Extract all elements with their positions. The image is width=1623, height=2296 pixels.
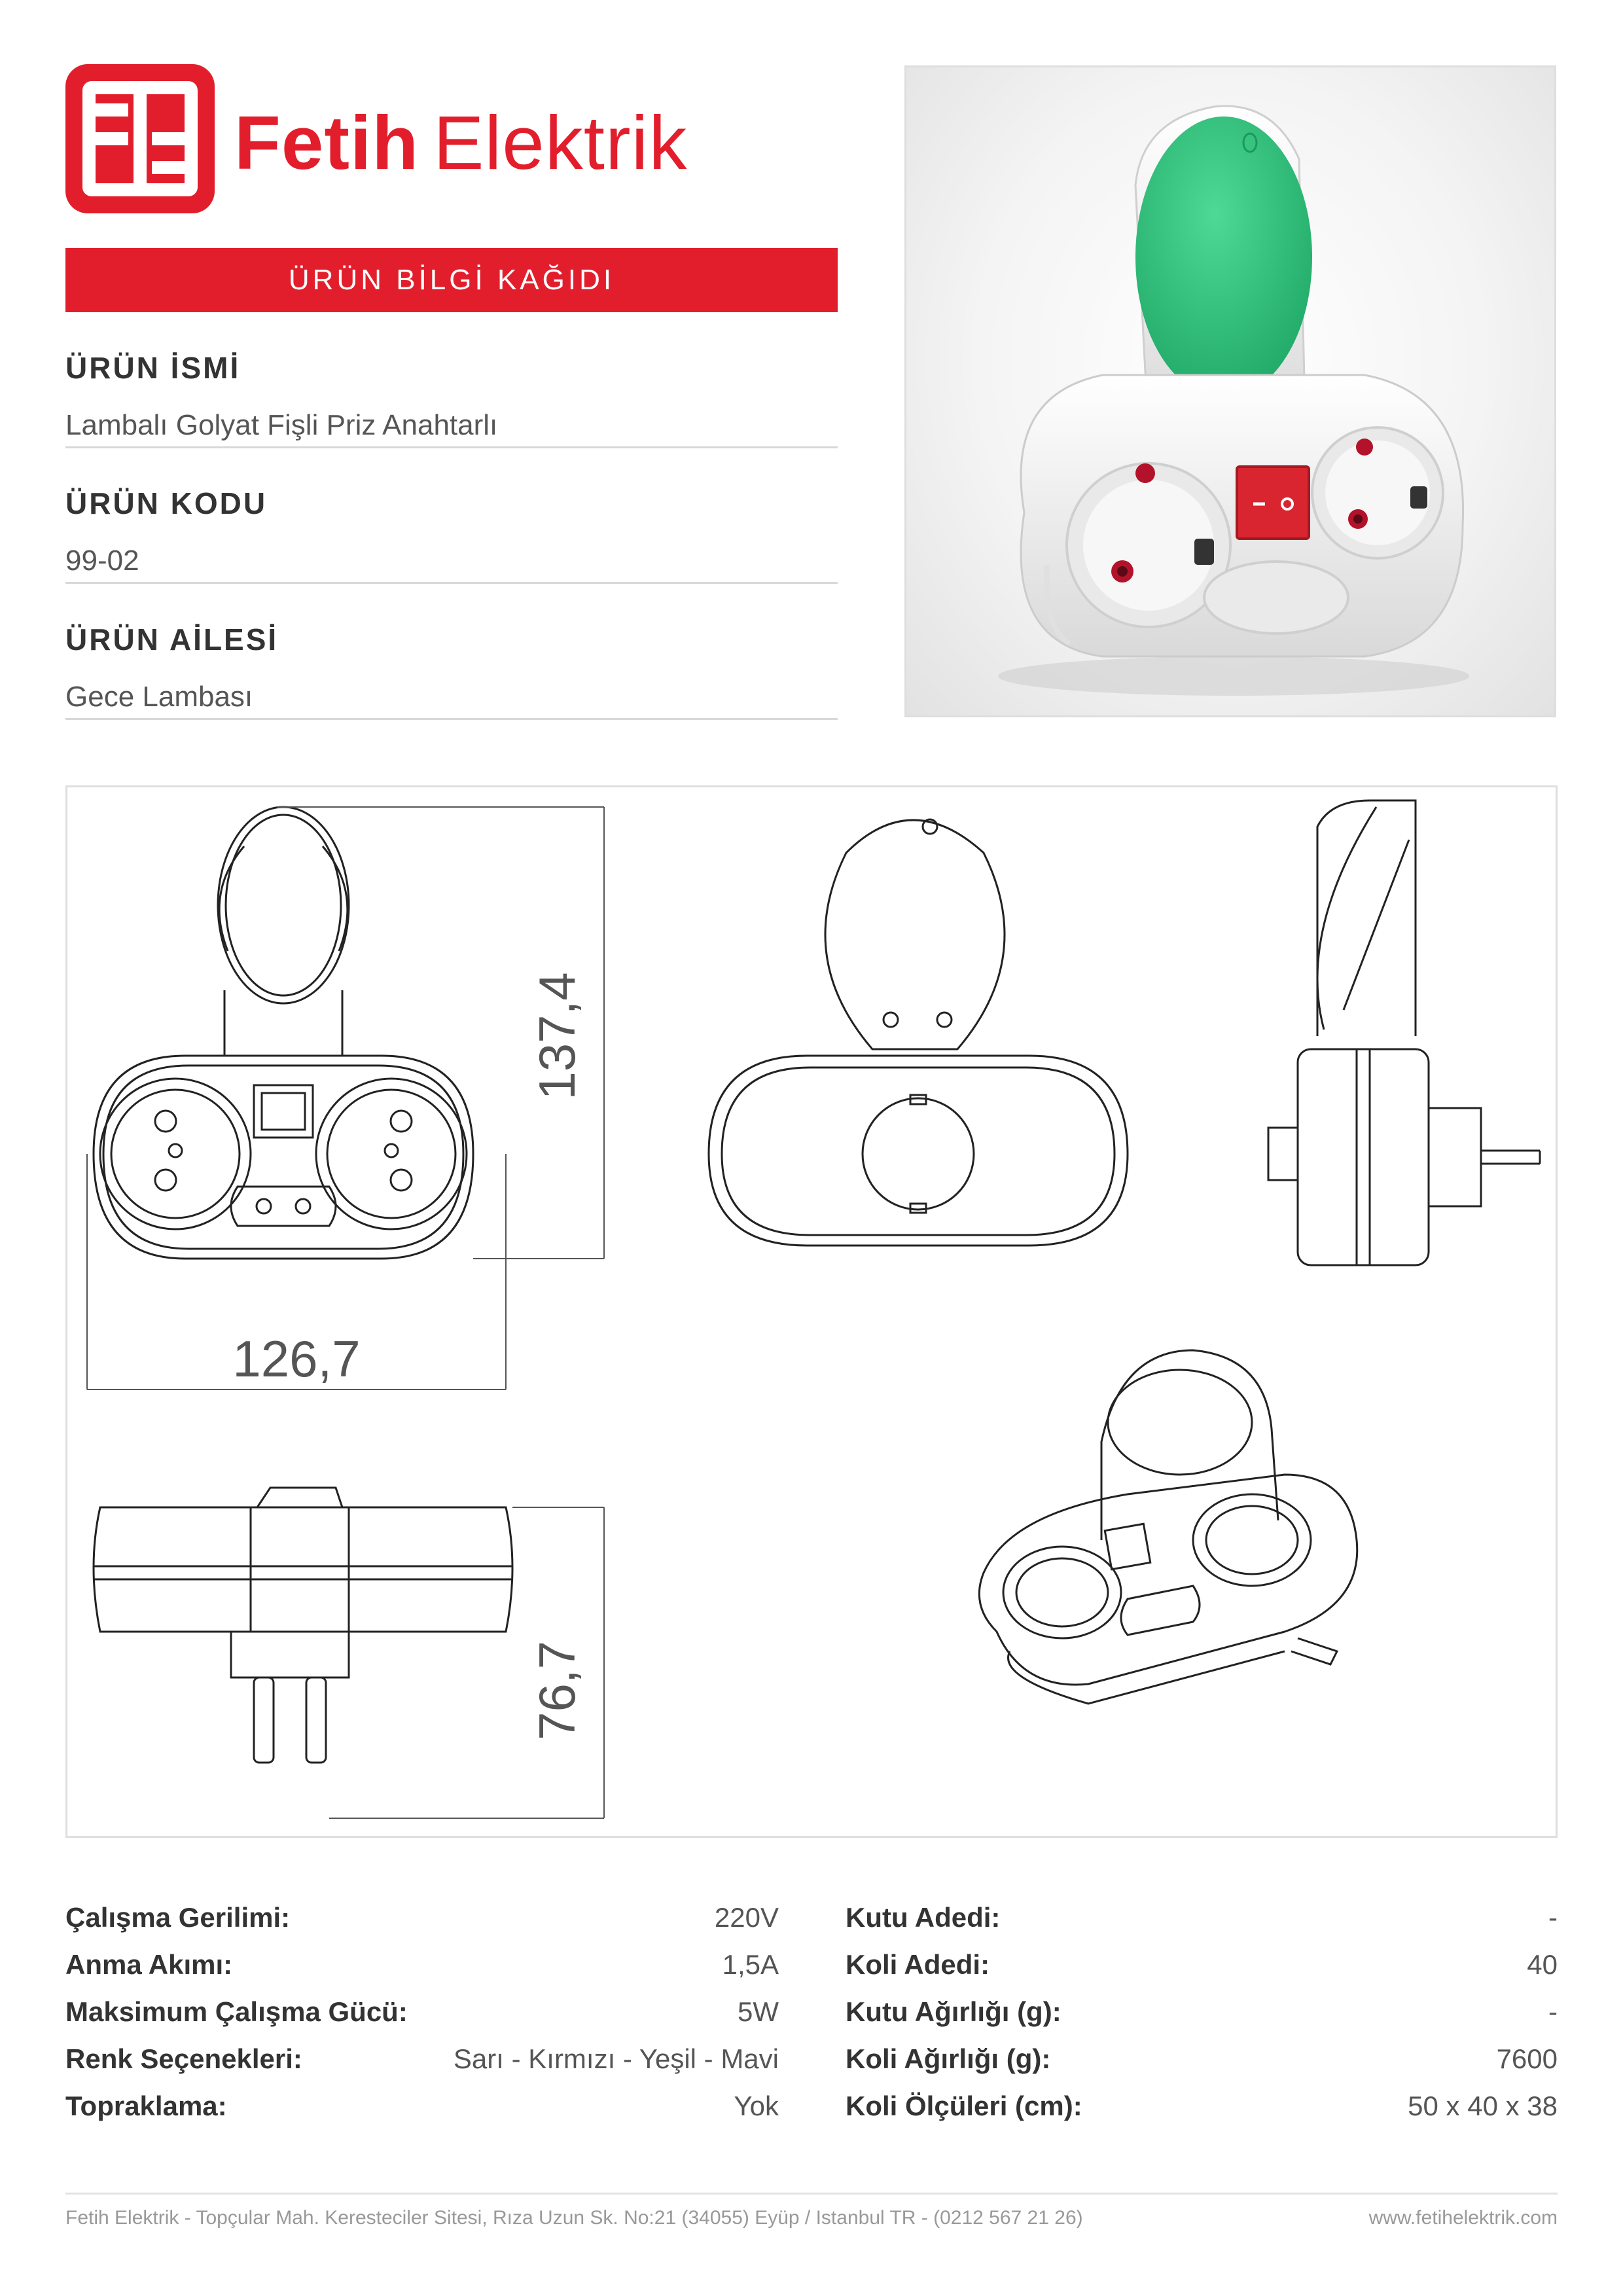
spec-label: Renk Seçenekleri: [65,2043,302,2074]
spec-label: Topraklama: [65,2090,227,2121]
spec-row [846,1992,1558,2032]
spec-label: Anma Akımı: [65,1949,233,1980]
spec-row [846,2039,1558,2079]
lamp-cover [1135,117,1312,398]
isometric-view-drawing [979,1350,1357,1704]
back-view-drawing [709,819,1128,1246]
switch-button [1237,467,1309,539]
spec-label: Kutu Adedi: [846,1902,1001,1933]
spec-row [846,1898,1558,1937]
footer-address: Fetih Elektrik - Topçular Mah. Keresteciler Sitesi, Rıza Uzun Sk. No:21 (34055) Eyüp / Istanbul TR - (0212 567 21 26) [65,2207,1083,2229]
spec-value: 220V [714,1902,779,1933]
spec-row [65,2039,779,2079]
divider [65,718,838,720]
product-photo [904,65,1556,717]
dimension-depth: 76,7 [528,1641,586,1740]
spec-row [65,1992,779,2032]
sheet-title-banner: ÜRÜN BİLGİ KAĞIDI [65,248,838,312]
technical-drawings [65,785,1558,1838]
spec-row [65,1898,779,1937]
spec-value: Sarı - Kırmızı - Yeşil - Mavi [453,2043,779,2074]
brand-name-bold: Fetih [234,100,419,185]
side-view-drawing [1268,800,1540,1265]
product-name-value: Lambalı Golyat Fişli Priz Anahtarlı [65,409,498,441]
front-view-drawing [87,807,604,1390]
spec-label: Kutu Ağırlığı (g): [846,1996,1061,2027]
spec-value: Yok [734,2090,779,2121]
spec-label: Maksimum Çalışma Gücü: [65,1996,408,2027]
brand-name-regular: Elektrik [433,100,688,185]
dimension-width: 126,7 [232,1330,361,1388]
footer-divider [65,2193,1558,2195]
spec-value: - [1548,1902,1558,1933]
spec-value: 40 [1527,1949,1558,1980]
product-code-value: 99-02 [65,545,139,577]
product-family-value: Gece Lambası [65,681,253,713]
spec-row [846,2087,1558,2126]
spec-row [65,2087,779,2126]
spec-value: 7600 [1496,2043,1558,2074]
spec-value: 5W [738,1996,779,2027]
bottom-view-drawing [94,1488,604,1818]
spec-label: Çalışma Gerilimi: [65,1902,291,1933]
product-name-label: ÜRÜN İSMİ [65,351,241,385]
dimension-height: 137,4 [528,972,586,1100]
spec-value: - [1548,1996,1558,2027]
spec-row [65,1945,779,1984]
brand-name [234,100,688,185]
spec-value: 1,5A [722,1949,779,1980]
spec-value: 50 x 40 x 38 [1408,2090,1558,2121]
logo-icon [65,64,215,213]
product-family-label: ÜRÜN AİLESİ [65,622,279,656]
product-code-label: ÜRÜN KODU [65,486,268,520]
footer-website-link[interactable]: www.fetihelektrik.com [1368,2207,1558,2229]
divider [65,446,838,448]
divider [65,582,838,584]
spec-row [846,1945,1558,1984]
spec-label: Koli Ağırlığı (g): [846,2043,1051,2074]
spec-label: Koli Ölçüleri (cm): [846,2090,1082,2121]
spec-label: Koli Adedi: [846,1949,990,1980]
